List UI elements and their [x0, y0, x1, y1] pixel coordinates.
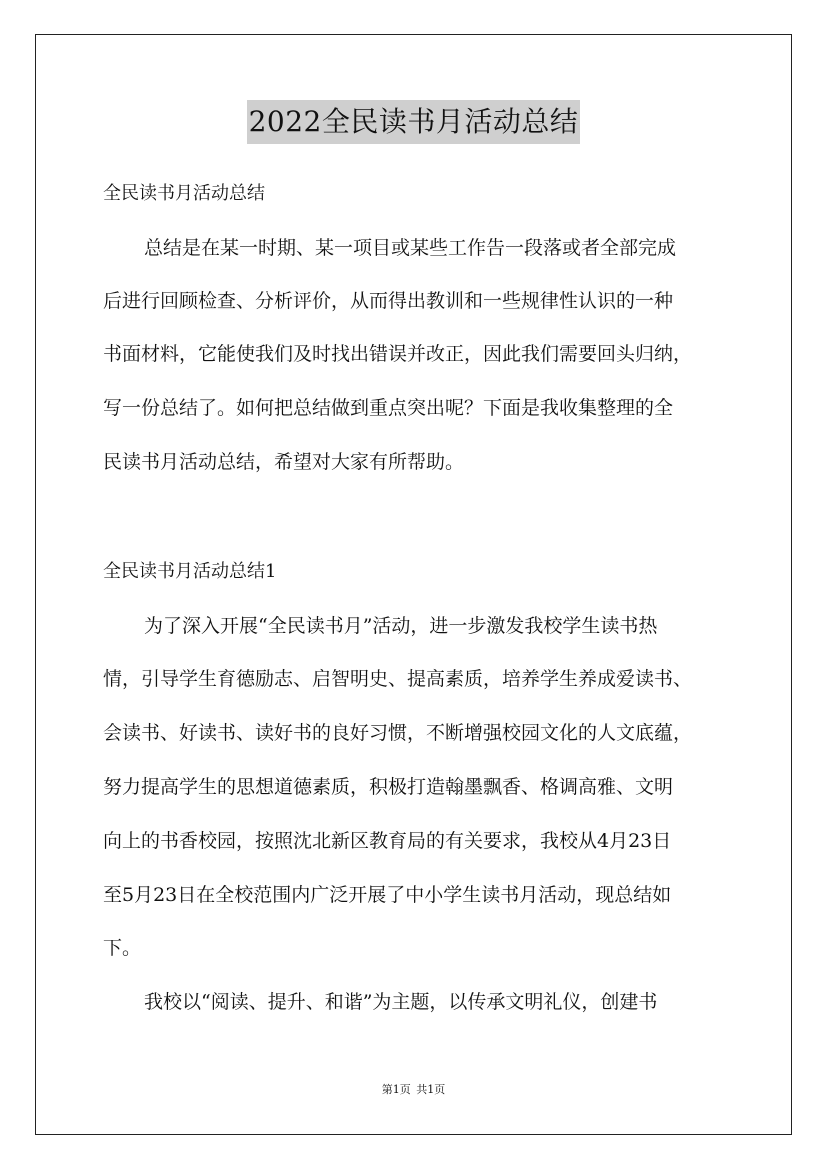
section-heading: 全民读书月活动总结 [103, 183, 265, 204]
intro-line: 民读书月活动总结，希望对大家有所帮助。 [103, 451, 465, 473]
body-line: 情，引导学生育德励志、启智明史、提高素质，培养学生养成爱读书、 [103, 668, 693, 690]
body-line: 我校以“阅读、提升、和谐”为主题，以传承文明礼仪，创建书 [144, 991, 658, 1013]
page-footer [0, 1081, 827, 1099]
intro-line: 总结是在某一时期、某一项目或某些工作告一段落或者全部完成 [144, 237, 677, 259]
body-line: 下。 [103, 937, 142, 959]
body-line: 为了深入开展“全民读书月”活动，进一步激发我校学生读书热 [144, 615, 658, 637]
body-line: 会读书、好读书、读好书的良好习惯，不断增强校园文化的人文底蕴， [103, 722, 693, 744]
page-total: 共1页 [416, 1083, 446, 1096]
intro-line: 写一份总结了。如何把总结做到重点突出呢？下面是我收集整理的全 [103, 397, 674, 419]
body-line: 至5月23日在全校范围内广泛开展了中小学生读书月活动，现总结如 [103, 884, 672, 906]
intro-line: 书面材料，它能使我们及时找出错误并改正，因此我们需要回头归纳， [103, 343, 693, 365]
section-heading: 全民读书月活动总结1 [103, 561, 277, 582]
intro-line: 后进行回顾检查、分析评价，从而得出教训和一些规律性认识的一种 [103, 290, 674, 312]
body-line: 努力提高学生的思想道德素质，积极打造翰墨飘香、格调高雅、文明 [103, 776, 674, 798]
page-number: 第1页 [381, 1083, 411, 1096]
document-title: 2022全民读书月活动总结 [247, 100, 581, 144]
title-container [0, 100, 827, 144]
body-line: 向上的书香校园，按照沈北新区教育局的有关要求，我校从4月23日 [103, 830, 672, 852]
